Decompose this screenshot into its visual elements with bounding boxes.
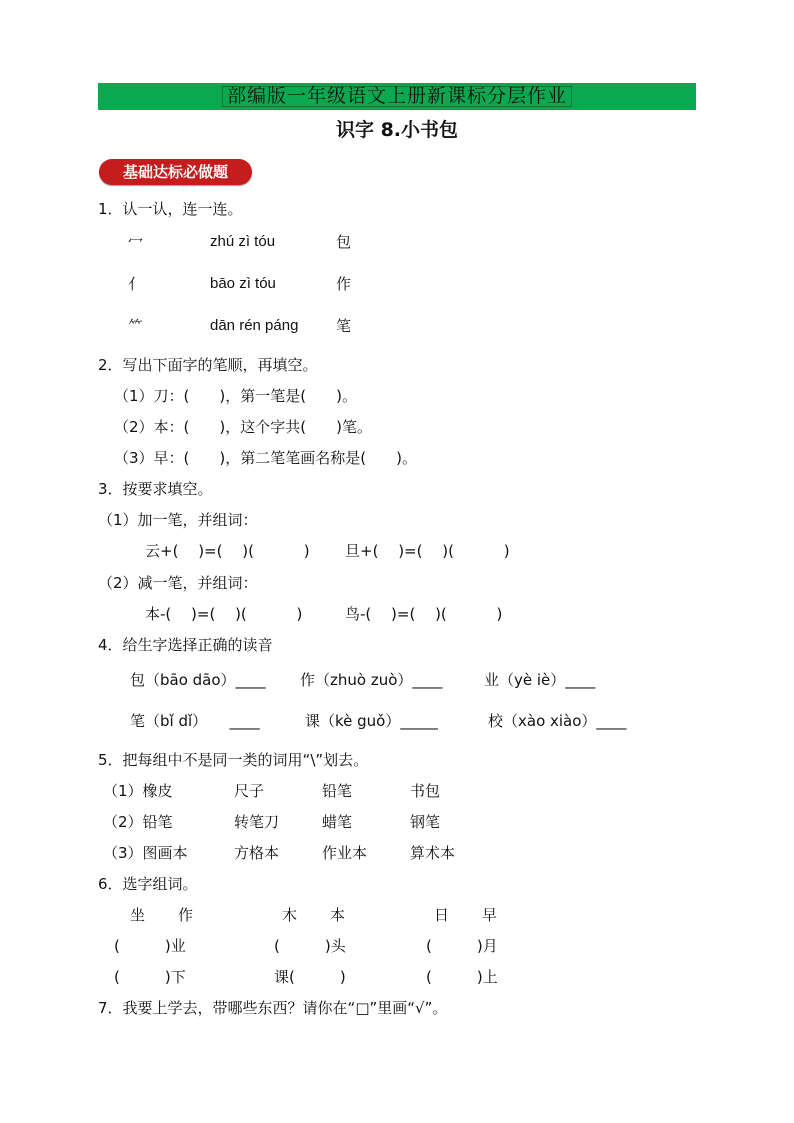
q6-blank: ( )业 <box>114 937 186 955</box>
header-banner <box>98 83 696 110</box>
q1-pinyin: bāo zì tóu <box>210 275 276 292</box>
q6-choice: 木 <box>282 906 298 924</box>
page-title: 识字 8.小书包 <box>335 119 459 141</box>
q5-word: 算术本 <box>410 844 456 862</box>
q6-blank: ( )上 <box>426 968 498 986</box>
q5-word: 蜡笔 <box>322 813 353 831</box>
q5-word: 方格本 <box>234 844 280 862</box>
banner-text: 部编版一年级语文上册新课标分层作业 <box>222 86 572 107</box>
q4-stem: 4．给生字选择正确的读音 <box>98 636 273 654</box>
q1-char: 作 <box>336 275 352 293</box>
q5-word: （1）橡皮 <box>103 782 173 800</box>
q3-row: 旦+( )=( )( ) <box>345 542 510 560</box>
q6-blank: ( )下 <box>114 968 186 986</box>
q1-radical: 亻 <box>128 275 144 293</box>
q4-item: 业（yè iè）____ <box>484 671 596 689</box>
q6-blank: ( )头 <box>274 937 346 955</box>
q5-word: 尺子 <box>234 782 265 800</box>
q2-item: （2）本：( )，这个字共( )笔。 <box>114 418 372 436</box>
q4-item: 作（zhuò zuò）____ <box>300 671 443 689</box>
q6-choice: 日 <box>434 906 450 924</box>
q2-stem: 2．写出下面字的笔顺，再填空。 <box>98 356 318 374</box>
q4-item: 校（xào xiào）____ <box>488 712 627 730</box>
q4-item: 笔（bǐ dǐ） ____ <box>130 712 260 730</box>
q1-char: 笔 <box>336 317 352 335</box>
q5-word: （2）铅笔 <box>103 813 173 831</box>
q2-item: （1）刀：( )，第一笔是( )。 <box>114 387 357 405</box>
q1-radical: ⺮ <box>128 317 144 335</box>
q1-pinyin: dān rén páng <box>210 317 299 334</box>
q3-sub2: （2）减一笔，并组词： <box>98 574 258 592</box>
q3-sub1: （1）加一笔，并组词： <box>98 511 258 529</box>
q3-row: 本-( )=( )( ) <box>145 605 303 623</box>
q6-blank: 课( ) <box>274 968 346 986</box>
q2-item: （3）早：( )，第二笔笔画名称是( )。 <box>114 449 417 467</box>
q5-word: 铅笔 <box>322 782 353 800</box>
q5-word: 书包 <box>410 782 441 800</box>
q6-choice: 作 <box>178 906 194 924</box>
q5-word: 钢笔 <box>410 813 441 831</box>
q1-char: 包 <box>336 233 352 251</box>
q1-stem: 1．认一认，连一连。 <box>98 200 243 218</box>
q6-choice: 本 <box>330 906 346 924</box>
section-badge: 基础达标必做题 <box>99 159 252 185</box>
q1-pinyin: zhú zì tóu <box>210 233 276 250</box>
q6-stem: 6．选字组词。 <box>98 875 198 893</box>
q5-word: 作业本 <box>322 844 368 862</box>
q5-word: （3）图画本 <box>103 844 188 862</box>
q4-item: 课（kè guǒ）_____ <box>305 712 438 730</box>
q5-stem: 5．把每组中不是同一类的词用“\”划去。 <box>98 751 369 769</box>
q6-blank: ( )月 <box>426 937 498 955</box>
q6-choice: 早 <box>482 906 498 924</box>
q3-row: 云+( )=( )( ) <box>145 542 310 560</box>
q3-stem: 3．按要求填空。 <box>98 480 213 498</box>
q6-choice: 坐 <box>130 906 146 924</box>
q3-row: 鸟-( )=( )( ) <box>345 605 503 623</box>
q1-radical: 冖 <box>128 233 144 251</box>
q7-stem: 7．我要上学去，带哪些东西？请你在“□”里画“√”。 <box>98 999 448 1017</box>
q5-word: 转笔刀 <box>234 813 280 831</box>
q4-item: 包（bāo dāo）____ <box>130 671 266 689</box>
